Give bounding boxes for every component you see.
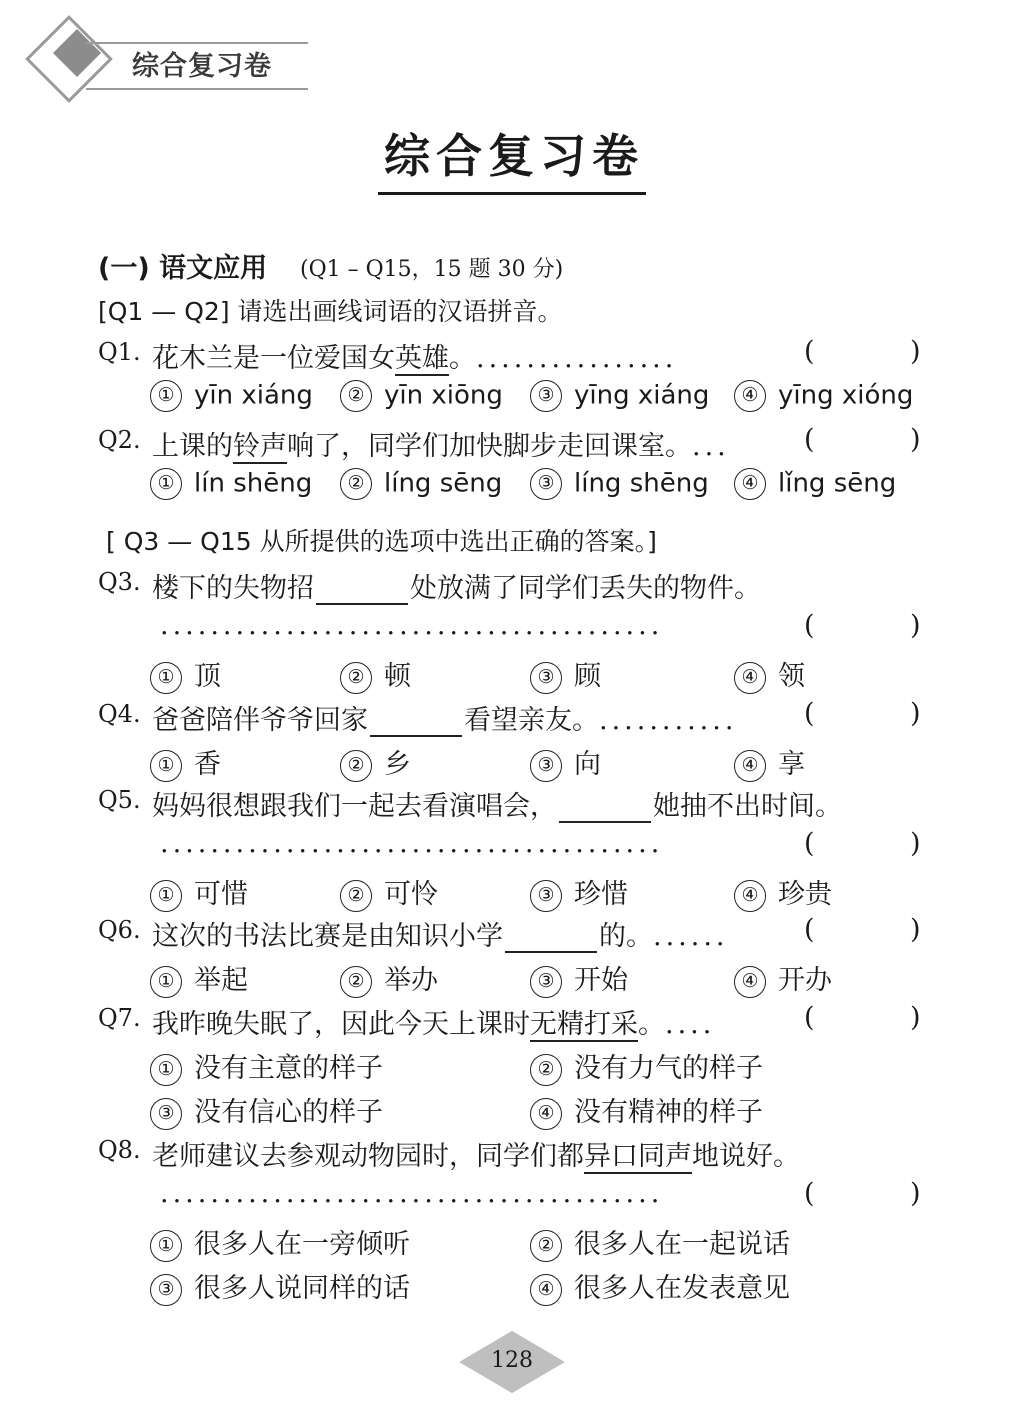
page-title: 综合复习卷 bbox=[0, 120, 1024, 195]
option: ④ lǐng sēng bbox=[734, 468, 896, 500]
answer-paren-close: ) bbox=[910, 1002, 921, 1033]
option: ① 很多人在一旁倾听 bbox=[150, 1222, 410, 1262]
fill-blank bbox=[316, 577, 408, 605]
answer-paren-open: ( bbox=[804, 698, 815, 729]
answer-paren-open: ( bbox=[804, 610, 815, 641]
answer-paren-open: ( bbox=[804, 1002, 815, 1033]
answer-row-q3: ........................................ ( ) bbox=[160, 610, 921, 641]
option: ① 举起 bbox=[150, 958, 248, 998]
answer-paren-open: ( bbox=[804, 1178, 815, 1209]
question-q7: Q7. 我昨晚失眠了，因此今天上课时无精打采。.... ( ) bbox=[98, 1002, 921, 1040]
option: ② yīn xiōng bbox=[340, 380, 503, 412]
options-q5 bbox=[0, 872, 1024, 916]
section-heading: (一) 语文应用 (Q1 – Q15，15 题 30 分) bbox=[98, 253, 564, 284]
answer-paren-open: ( bbox=[804, 914, 815, 945]
options-q1 bbox=[0, 380, 1024, 424]
option: ③ líng shēng bbox=[530, 468, 709, 500]
question-q6: Q6. 这次的书法比赛是由知识小学 的。...... ( ) bbox=[98, 914, 921, 952]
option: ③ yīng xiáng bbox=[530, 380, 709, 412]
fill-blank bbox=[370, 709, 462, 737]
underlined-term: 无精打采 bbox=[530, 1009, 638, 1040]
option: ② 很多人在一起说话 bbox=[530, 1222, 790, 1262]
option: ③ 很多人说同样的话 bbox=[150, 1266, 410, 1306]
option: ① 顶 bbox=[150, 654, 221, 694]
option: ① 香 bbox=[150, 742, 221, 782]
answer-paren-open: ( bbox=[804, 424, 815, 455]
options-q6 bbox=[0, 958, 1024, 1002]
header-badge-text: 综合复习卷 bbox=[132, 51, 272, 82]
question-q1: Q1. 花木兰是一位爱国女英雄。................ ( ) bbox=[98, 336, 921, 374]
option: ① yīn xiáng bbox=[150, 380, 313, 412]
question-q8: Q8. 老师建议去参观动物园时，同学们都异口同声地说好。 bbox=[98, 1136, 800, 1172]
options-q8-row1 bbox=[0, 1222, 1024, 1266]
option: ① lín shēng bbox=[150, 468, 312, 500]
option: ④ 开办 bbox=[734, 958, 832, 998]
option: ④ 享 bbox=[734, 742, 805, 782]
answer-row-q5: ........................................ ( ) bbox=[160, 828, 921, 859]
option: ① 可惜 bbox=[150, 872, 248, 912]
options-q2 bbox=[0, 468, 1024, 512]
question-q4: Q4. 爸爸陪伴爷爷回家 看望亲友。........... ( ) bbox=[98, 698, 921, 736]
option: ① 没有主意的样子 bbox=[150, 1046, 383, 1086]
question-q3: Q3. 楼下的失物招 处放满了同学们丢失的物件。 bbox=[98, 568, 761, 604]
option: ③ 珍惜 bbox=[530, 872, 628, 912]
option: ③ 顾 bbox=[530, 654, 601, 694]
option: ③ 开始 bbox=[530, 958, 628, 998]
options-q8-row2 bbox=[0, 1266, 1024, 1310]
answer-row-q8: ........................................ ( ) bbox=[160, 1178, 921, 1209]
answer-paren-close: ) bbox=[910, 698, 921, 729]
option: ② 乡 bbox=[340, 742, 411, 782]
option: ③ 向 bbox=[530, 742, 601, 782]
answer-paren-open: ( bbox=[804, 828, 815, 859]
options-q7-row1 bbox=[0, 1046, 1024, 1090]
answer-paren-close: ) bbox=[910, 828, 921, 859]
answer-paren-close: ) bbox=[910, 914, 921, 945]
options-q4 bbox=[0, 742, 1024, 786]
options-q3 bbox=[0, 654, 1024, 698]
answer-paren-close: ) bbox=[910, 336, 921, 367]
page-number-badge bbox=[470, 1340, 554, 1384]
underlined-term: 英雄 bbox=[395, 343, 449, 374]
option: ② 举办 bbox=[340, 958, 438, 998]
answer-paren-close: ) bbox=[910, 610, 921, 641]
instruction-q3-q15: [ Q3 — Q15 从所提供的选项中选出正确的答案。] bbox=[106, 527, 657, 556]
answer-paren-open: ( bbox=[804, 336, 815, 367]
option: ③ 没有信心的样子 bbox=[150, 1090, 383, 1130]
option: ④ 没有精神的样子 bbox=[530, 1090, 763, 1130]
instruction-q1-q2: [Q1 — Q2] 请选出画线词语的汉语拼音。 bbox=[98, 297, 563, 326]
underlined-term: 铃声 bbox=[233, 431, 287, 462]
option: ② 顿 bbox=[340, 654, 411, 694]
question-q5: Q5. 妈妈很想跟我们一起去看演唱会， 她抽不出时间。 bbox=[98, 786, 842, 822]
option: ④ 很多人在发表意见 bbox=[530, 1266, 790, 1306]
option: ② líng sēng bbox=[340, 468, 502, 500]
option: ④ 领 bbox=[734, 654, 805, 694]
option: ② 可怜 bbox=[340, 872, 438, 912]
options-q7-row2 bbox=[0, 1090, 1024, 1134]
answer-paren-close: ) bbox=[910, 1178, 921, 1209]
option: ④ 珍贵 bbox=[734, 872, 832, 912]
question-q2: Q2. 上课的铃声响了，同学们加快脚步走回课室。... ( ) bbox=[98, 424, 921, 462]
option: ② 没有力气的样子 bbox=[530, 1046, 763, 1086]
page-number: 128 bbox=[491, 1348, 533, 1373]
answer-paren-close: ) bbox=[910, 424, 921, 455]
fill-blank bbox=[559, 795, 651, 823]
option: ④ yīng xióng bbox=[734, 380, 913, 412]
fill-blank bbox=[505, 925, 597, 953]
underlined-term: 异口同声 bbox=[584, 1141, 692, 1172]
